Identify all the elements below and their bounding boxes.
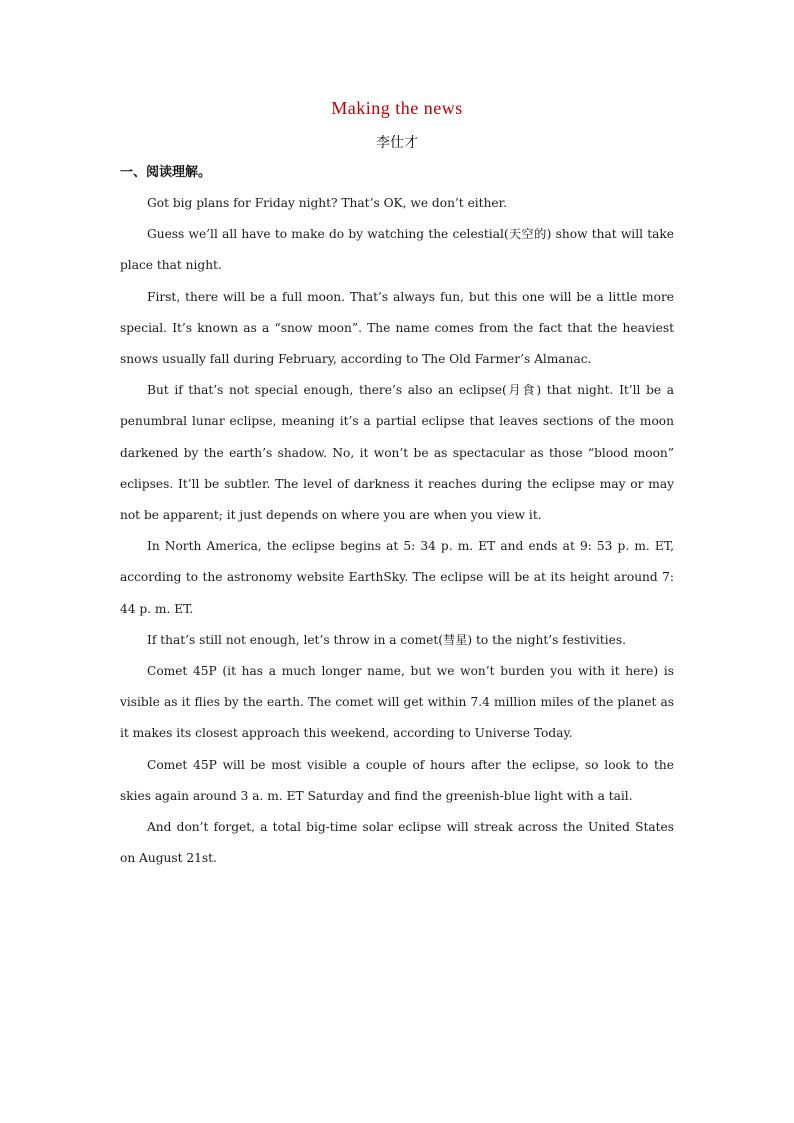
paragraph-5: In North America, the eclipse begins at 5: 34 p. m. ET and ends at 9: 53 p. m. ET, according to the astronomy website EarthSky. The eclipse will be at its height around 7: 44 p. m. ET. [120,539,674,616]
author-name: 李仕才 [376,135,418,151]
article-body [120,188,674,874]
paragraph-3: First, there will be a full moon. That’s always fun, but this one will be a little more special. It’s known as a “snow moon”. The name comes from the fact that the heaviest snows usually fall during February, according to The Old Farmer’s Almanac. [120,289,674,367]
paragraph-6: If that’s still not enough, let’s throw in a comet(彗星) to the night’s festivities. [147,632,626,647]
paragraph-8: Comet 45P will be most visible a couple of hours after the eclipse, so look to the skies again around 3 a. m. ET Saturday and find the greenish-blue light with a tail. [120,757,674,803]
paragraph-9: And don’t forget, a total big-time solar eclipse will streak across the United States on August 21st. [120,820,674,866]
section-heading: 一、阅读理解。 [120,165,212,180]
paragraph-2: Guess we’ll all have to make do by watching the celestial(天空的) show that will take place that night. [120,227,674,273]
paragraph-1: Got big plans for Friday night? That’s OK, we don’t either. [147,196,507,210]
paragraph-7: Comet 45P (it has a much longer name, but we won’t burden you with it here) is visible as it flies by the earth. The comet will get within 7.4 million miles of the planet as it makes its closest approach this weekend, according to Universe Today. [120,664,674,741]
article-title: Making the news [331,98,463,118]
paragraph-4: But if that’s not special enough, there’s also an eclipse(月食) that night. It’ll be a penumbral lunar eclipse, meaning it’s a partial eclipse that leaves sections of the moon darkened by the earth’s shadow. No, it won’t be as spectacular as those “blood moon” eclipses. It’ll be subtler. The level of darkness it reaches during the eclipse may or may not be apparent; it just depends on where you are when you view it. [120,383,674,523]
